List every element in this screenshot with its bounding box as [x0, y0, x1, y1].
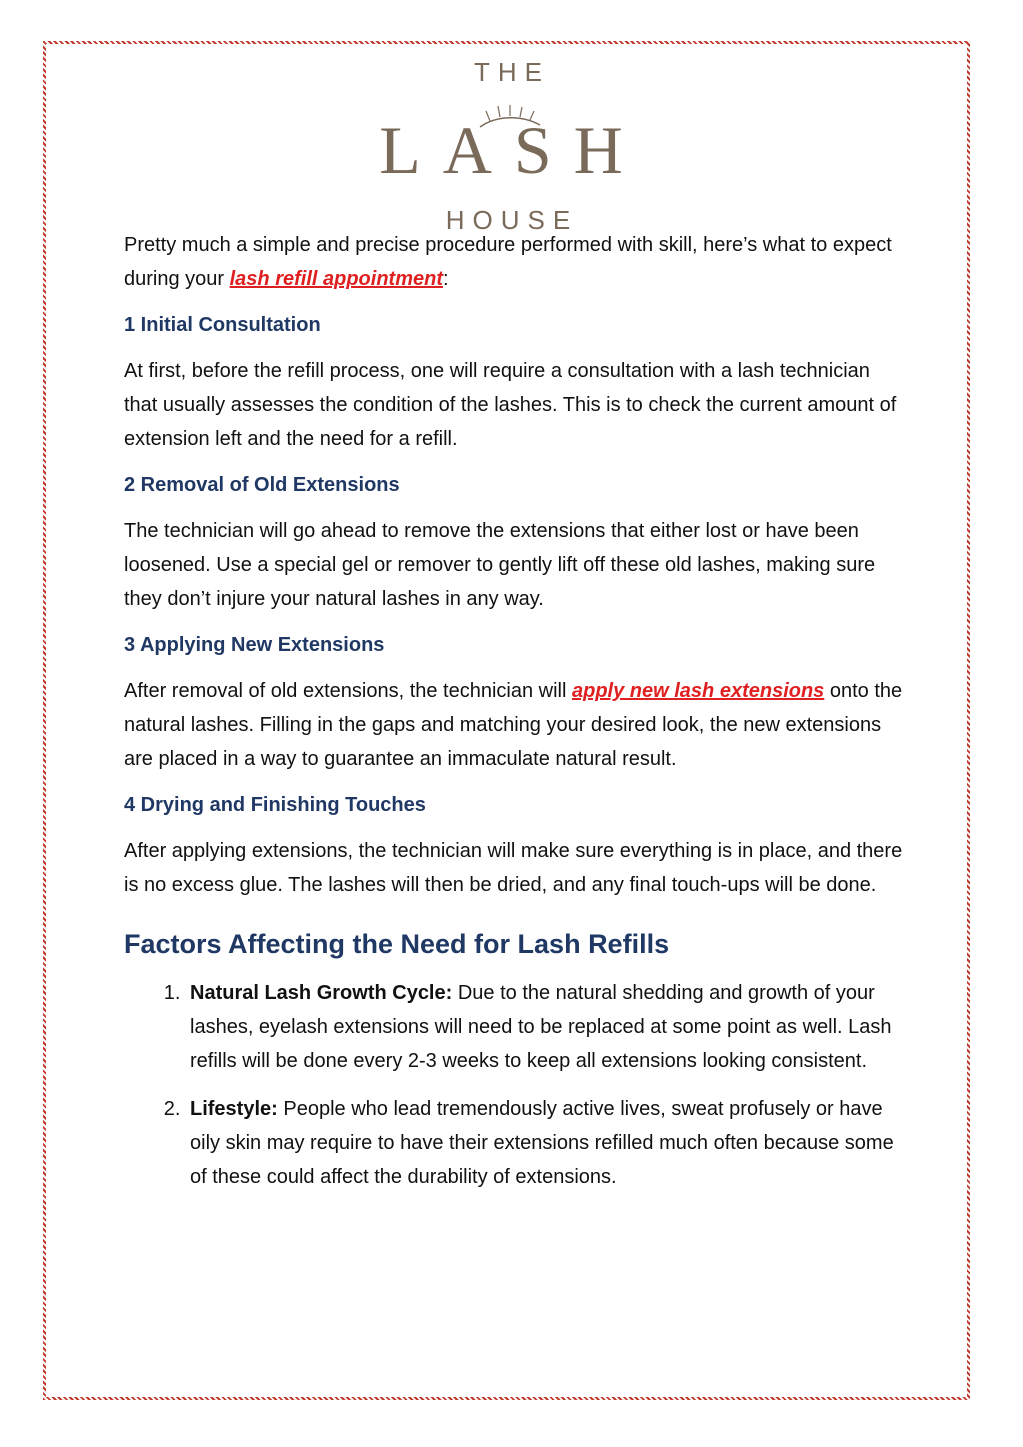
factor-item — [186, 976, 904, 1078]
lash-refill-appointment-link[interactable]: lash refill appointment — [229, 268, 443, 290]
step-4-heading: 4 Drying and Finishing Touches — [124, 794, 426, 816]
factors-list — [124, 976, 904, 1194]
step-3-body — [124, 674, 904, 776]
step-2-heading: 2 Removal of Old Extensions — [124, 474, 400, 496]
step-2-body: The technician will go ahead to remove the extensions that either lost or have been loosened. Use a special gel or remover to gently lift off these old lashes, making sure they don’t injure your natural lashes in any way. — [124, 520, 876, 610]
step-3-heading: 3 Applying New Extensions — [124, 634, 385, 656]
intro-text: Pretty much a simple and precise procedure performed with skill, here’s what to expect during your — [124, 234, 892, 290]
intro-colon: : — [442, 268, 449, 290]
lash-house-logo — [0, 55, 1023, 240]
factor-label: Natural Lash Growth Cycle: — [190, 982, 453, 1004]
apply-new-lash-extensions-link[interactable]: apply new lash extensions — [572, 680, 825, 702]
logo-the: THE — [473, 57, 550, 87]
logo-graphic — [362, 55, 662, 235]
article-content — [124, 228, 904, 1208]
factor-label: Lifestyle: — [190, 1098, 278, 1120]
step-1-body: At first, before the refill process, one will require a consultation with a lash technician that usually assesses the condition of the lashes. This is to check the current amount of extension left and the need for a refill. — [124, 360, 897, 450]
step-3-text-after: onto the natural lashes. Filling in the gaps and matching your desired look, the new extensions are placed in a way to guarantee an immaculate natural result. — [124, 680, 903, 770]
step-3-text-before: After removal of old extensions, the technician will — [124, 680, 572, 702]
step-1-heading: 1 Initial Consultation — [124, 314, 321, 336]
step-4-body: After applying extensions, the technician will make sure everything is in place, and there is no excess glue. The lashes will then be dried, and any final touch-ups will be done. — [124, 840, 903, 896]
factor-item — [186, 1092, 904, 1194]
intro-paragraph — [124, 228, 904, 296]
logo-house: HOUSE — [445, 205, 578, 235]
logo-lash: LASH — [378, 112, 645, 188]
factors-heading: Factors Affecting the Need for Lash Refills — [124, 929, 670, 959]
factor-text: Due to the natural shedding and growth of your lashes, eyelash extensions will need to be replaced at some point as well. Lash refills will be done every 2-3 weeks to keep all extensions looking consistent. — [190, 982, 892, 1072]
factor-text: People who lead tremendously active lives, sweat profusely or have oily skin may require to have their extensions refilled much often because some of these could affect the durability of extensions. — [190, 1098, 894, 1188]
